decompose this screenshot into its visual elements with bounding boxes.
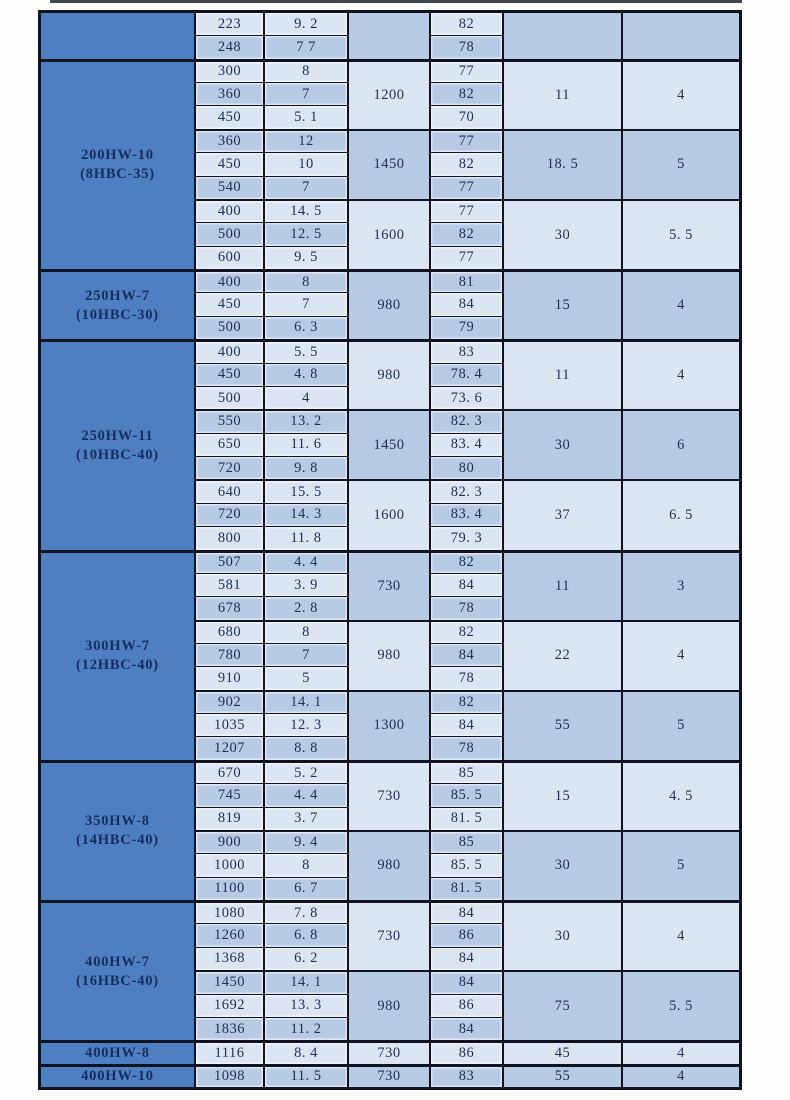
head-cell: 8 xyxy=(265,270,347,292)
flow-cell: 400 xyxy=(196,270,263,292)
power-cell: 15 xyxy=(504,270,621,339)
efficiency-cell: 84 xyxy=(431,901,502,923)
efficiency-cell: 70 xyxy=(431,106,502,128)
efficiency-cell: 84 xyxy=(431,714,502,736)
speed-cell: 730 xyxy=(349,901,429,970)
head-cell: 6. 8 xyxy=(265,924,347,946)
efficiency-cell: 86 xyxy=(431,995,502,1017)
speed-cell: 1200 xyxy=(349,60,429,129)
flow-cell: 550 xyxy=(196,410,263,432)
power-cell: 45 xyxy=(504,1041,621,1063)
head-cell: 4 xyxy=(265,387,347,409)
head-cell: 7 xyxy=(265,177,347,199)
power-cell: 11 xyxy=(504,551,621,620)
efficiency-cell: 77 xyxy=(431,177,502,199)
head-cell: 6. 3 xyxy=(265,317,347,339)
extra-cell: 5 xyxy=(623,130,739,199)
efficiency-cell: 83. 4 xyxy=(431,504,502,526)
efficiency-cell: 82 xyxy=(431,83,502,105)
extra-cell: 4 xyxy=(623,901,739,970)
flow-cell: 500 xyxy=(196,223,263,245)
power-cell: 30 xyxy=(504,410,621,479)
head-cell: 11. 2 xyxy=(265,1018,347,1040)
flow-cell: 640 xyxy=(196,480,263,502)
power-cell: 30 xyxy=(504,200,621,269)
head-cell: 14. 5 xyxy=(265,200,347,222)
flow-cell: 910 xyxy=(196,667,263,689)
flow-cell: 1260 xyxy=(196,924,263,946)
head-cell: 7 xyxy=(265,644,347,666)
efficiency-cell: 84 xyxy=(431,971,502,993)
efficiency-cell: 77 xyxy=(431,60,502,82)
flow-cell: 400 xyxy=(196,200,263,222)
extra-cell: 5. 5 xyxy=(623,971,739,1040)
efficiency-cell: 82. 3 xyxy=(431,410,502,432)
flow-cell: 500 xyxy=(196,387,263,409)
efficiency-cell: 77 xyxy=(431,247,502,269)
flow-cell: 1116 xyxy=(196,1041,263,1063)
power-cell: 55 xyxy=(504,1065,621,1087)
efficiency-cell: 82. 3 xyxy=(431,480,502,502)
efficiency-cell: 84 xyxy=(431,1018,502,1040)
power-cell: 75 xyxy=(504,971,621,1040)
flow-cell: 1000 xyxy=(196,854,263,876)
efficiency-cell: 83 xyxy=(431,340,502,362)
speed-cell: 730 xyxy=(349,1041,429,1063)
speed-cell: 1600 xyxy=(349,480,429,549)
model-cell xyxy=(41,761,194,900)
flow-cell: 1207 xyxy=(196,737,263,759)
power-cell: 37 xyxy=(504,480,621,549)
flow-cell: 670 xyxy=(196,761,263,783)
model-code: (8HBC-35) xyxy=(80,166,155,183)
model-name: 300HW-7 xyxy=(85,638,150,655)
efficiency-cell: 81. 5 xyxy=(431,808,502,830)
power-cell: 15 xyxy=(504,761,621,830)
speed-cell: 1450 xyxy=(349,410,429,479)
model-code: (16HBC-40) xyxy=(76,972,159,989)
model-code: (10HBC-30) xyxy=(76,306,159,323)
efficiency-cell: 77 xyxy=(431,130,502,152)
head-cell: 5 xyxy=(265,667,347,689)
extra-cell xyxy=(623,13,739,59)
flow-cell: 680 xyxy=(196,621,263,643)
speed-cell: 980 xyxy=(349,340,429,409)
flow-cell: 780 xyxy=(196,644,263,666)
efficiency-cell: 78 xyxy=(431,597,502,619)
head-cell: 2. 8 xyxy=(265,597,347,619)
flow-cell: 1035 xyxy=(196,714,263,736)
model-name: 250HW-11 xyxy=(81,427,154,444)
model-name: 400HW-7 xyxy=(85,953,150,970)
power-cell: 30 xyxy=(504,901,621,970)
power-cell: 22 xyxy=(504,621,621,690)
model-code: (12HBC-40) xyxy=(76,657,159,674)
head-cell: 6. 7 xyxy=(265,878,347,900)
extra-cell: 6 xyxy=(623,410,739,479)
flow-cell: 1450 xyxy=(196,971,263,993)
head-cell: 14. 1 xyxy=(265,971,347,993)
extra-cell: 5. 5 xyxy=(623,200,739,269)
efficiency-cell: 78 xyxy=(431,737,502,759)
efficiency-cell: 82 xyxy=(431,223,502,245)
flow-cell: 507 xyxy=(196,551,263,573)
head-cell: 8 xyxy=(265,60,347,82)
head-cell: 5. 2 xyxy=(265,761,347,783)
flow-cell: 902 xyxy=(196,691,263,713)
efficiency-cell: 86 xyxy=(431,1041,502,1063)
efficiency-cell: 79 xyxy=(431,317,502,339)
extra-cell: 4 xyxy=(623,1041,739,1063)
efficiency-cell: 73. 6 xyxy=(431,387,502,409)
model-cell xyxy=(41,340,194,549)
flow-cell: 300 xyxy=(196,60,263,82)
flow-cell: 360 xyxy=(196,130,263,152)
head-cell: 6. 2 xyxy=(265,948,347,970)
head-cell: 4. 4 xyxy=(265,784,347,806)
model-cell xyxy=(41,901,194,1040)
speed-cell: 980 xyxy=(349,270,429,339)
efficiency-cell: 84 xyxy=(431,948,502,970)
flow-cell: 819 xyxy=(196,808,263,830)
cropped-row-top-border xyxy=(50,0,742,3)
flow-cell: 900 xyxy=(196,831,263,853)
flow-cell: 1098 xyxy=(196,1065,263,1087)
head-cell: 9. 2 xyxy=(265,13,347,35)
speed-cell: 1450 xyxy=(349,130,429,199)
flow-cell: 720 xyxy=(196,457,263,479)
efficiency-cell: 84 xyxy=(431,644,502,666)
head-cell: 5. 5 xyxy=(265,340,347,362)
head-cell: 7. 8 xyxy=(265,901,347,923)
flow-cell: 1692 xyxy=(196,995,263,1017)
head-cell: 15. 5 xyxy=(265,480,347,502)
model-code: (14HBC-40) xyxy=(76,832,159,849)
speed-cell: 1600 xyxy=(349,200,429,269)
efficiency-cell: 85 xyxy=(431,831,502,853)
flow-cell: 600 xyxy=(196,247,263,269)
efficiency-cell: 85 xyxy=(431,761,502,783)
efficiency-cell: 78. 4 xyxy=(431,364,502,386)
speed-cell: 980 xyxy=(349,831,429,900)
head-cell: 3. 9 xyxy=(265,574,347,596)
pump-spec-table xyxy=(38,10,742,1090)
speed-cell: 730 xyxy=(349,761,429,830)
head-cell: 13. 2 xyxy=(265,410,347,432)
head-cell: 12 xyxy=(265,130,347,152)
head-cell: 9. 5 xyxy=(265,247,347,269)
speed-cell xyxy=(349,13,429,59)
efficiency-cell: 80 xyxy=(431,457,502,479)
efficiency-cell: 81. 5 xyxy=(431,878,502,900)
model-name: 200HW-10 xyxy=(81,147,154,164)
flow-cell: 540 xyxy=(196,177,263,199)
efficiency-cell: 77 xyxy=(431,200,502,222)
efficiency-cell: 85. 5 xyxy=(431,784,502,806)
model-name: 250HW-7 xyxy=(85,287,150,304)
head-cell: 8 xyxy=(265,854,347,876)
flow-cell: 1080 xyxy=(196,901,263,923)
efficiency-cell: 81 xyxy=(431,270,502,292)
efficiency-cell: 79. 3 xyxy=(431,527,502,549)
flow-cell: 500 xyxy=(196,317,263,339)
flow-cell: 223 xyxy=(196,13,263,35)
head-cell: 7 xyxy=(265,83,347,105)
efficiency-cell: 78 xyxy=(431,667,502,689)
head-cell: 14. 3 xyxy=(265,504,347,526)
efficiency-cell: 82 xyxy=(431,551,502,573)
head-cell: 9. 4 xyxy=(265,831,347,853)
efficiency-cell: 86 xyxy=(431,924,502,946)
head-cell: 11. 8 xyxy=(265,527,347,549)
head-cell: 13. 3 xyxy=(265,995,347,1017)
flow-cell: 1100 xyxy=(196,878,263,900)
flow-cell: 450 xyxy=(196,364,263,386)
efficiency-cell: 82 xyxy=(431,691,502,713)
speed-cell: 730 xyxy=(349,1065,429,1087)
flow-cell: 450 xyxy=(196,106,263,128)
efficiency-cell: 82 xyxy=(431,153,502,175)
head-cell: 7 xyxy=(265,293,347,315)
extra-cell: 4 xyxy=(623,270,739,339)
model-cell xyxy=(41,13,194,59)
model-name: 350HW-8 xyxy=(85,813,150,830)
head-cell: 9. 8 xyxy=(265,457,347,479)
head-cell: 11. 6 xyxy=(265,434,347,456)
extra-cell: 4. 5 xyxy=(623,761,739,830)
flow-cell: 745 xyxy=(196,784,263,806)
head-cell: 8. 4 xyxy=(265,1041,347,1063)
flow-cell: 450 xyxy=(196,293,263,315)
flow-cell: 800 xyxy=(196,527,263,549)
model-cell xyxy=(41,1065,194,1087)
extra-cell: 4 xyxy=(623,621,739,690)
model-cell xyxy=(41,1041,194,1063)
extra-cell: 5 xyxy=(623,831,739,900)
head-cell: 10 xyxy=(265,153,347,175)
head-cell: 12. 3 xyxy=(265,714,347,736)
speed-cell: 980 xyxy=(349,971,429,1040)
head-cell: 11. 5 xyxy=(265,1065,347,1087)
flow-cell: 248 xyxy=(196,36,263,58)
model-cell xyxy=(41,270,194,339)
speed-cell: 980 xyxy=(349,621,429,690)
flow-cell: 678 xyxy=(196,597,263,619)
power-cell: 11 xyxy=(504,60,621,129)
extra-cell: 6. 5 xyxy=(623,480,739,549)
flow-cell: 650 xyxy=(196,434,263,456)
head-cell: 5. 1 xyxy=(265,106,347,128)
speed-cell: 730 xyxy=(349,551,429,620)
power-cell xyxy=(504,13,621,59)
flow-cell: 400 xyxy=(196,340,263,362)
extra-cell: 4 xyxy=(623,60,739,129)
extra-cell: 4 xyxy=(623,340,739,409)
head-cell: 7 7 xyxy=(265,36,347,58)
head-cell: 3. 7 xyxy=(265,808,347,830)
flow-cell: 720 xyxy=(196,504,263,526)
efficiency-cell: 84 xyxy=(431,293,502,315)
flow-cell: 450 xyxy=(196,153,263,175)
power-cell: 11 xyxy=(504,340,621,409)
efficiency-cell: 83 xyxy=(431,1065,502,1087)
efficiency-cell: 83. 4 xyxy=(431,434,502,456)
model-cell xyxy=(41,60,194,269)
power-cell: 30 xyxy=(504,831,621,900)
efficiency-cell: 85. 5 xyxy=(431,854,502,876)
extra-cell: 5 xyxy=(623,691,739,760)
efficiency-cell: 82 xyxy=(431,13,502,35)
flow-cell: 581 xyxy=(196,574,263,596)
efficiency-cell: 84 xyxy=(431,574,502,596)
extra-cell: 3 xyxy=(623,551,739,620)
head-cell: 8. 8 xyxy=(265,737,347,759)
extra-cell: 4 xyxy=(623,1065,739,1087)
head-cell: 8 xyxy=(265,621,347,643)
power-cell: 55 xyxy=(504,691,621,760)
head-cell: 12. 5 xyxy=(265,223,347,245)
power-cell: 18. 5 xyxy=(504,130,621,199)
flow-cell: 1368 xyxy=(196,948,263,970)
model-cell xyxy=(41,551,194,760)
efficiency-cell: 82 xyxy=(431,621,502,643)
head-cell: 4. 8 xyxy=(265,364,347,386)
flow-cell: 360 xyxy=(196,83,263,105)
model-code: (10HBC-40) xyxy=(76,446,159,463)
efficiency-cell: 78 xyxy=(431,36,502,58)
head-cell: 14. 1 xyxy=(265,691,347,713)
flow-cell: 1836 xyxy=(196,1018,263,1040)
model-name: 400HW-8 xyxy=(85,1044,150,1061)
model-name: 400HW-10 xyxy=(81,1068,154,1085)
speed-cell: 1300 xyxy=(349,691,429,760)
head-cell: 4. 4 xyxy=(265,551,347,573)
